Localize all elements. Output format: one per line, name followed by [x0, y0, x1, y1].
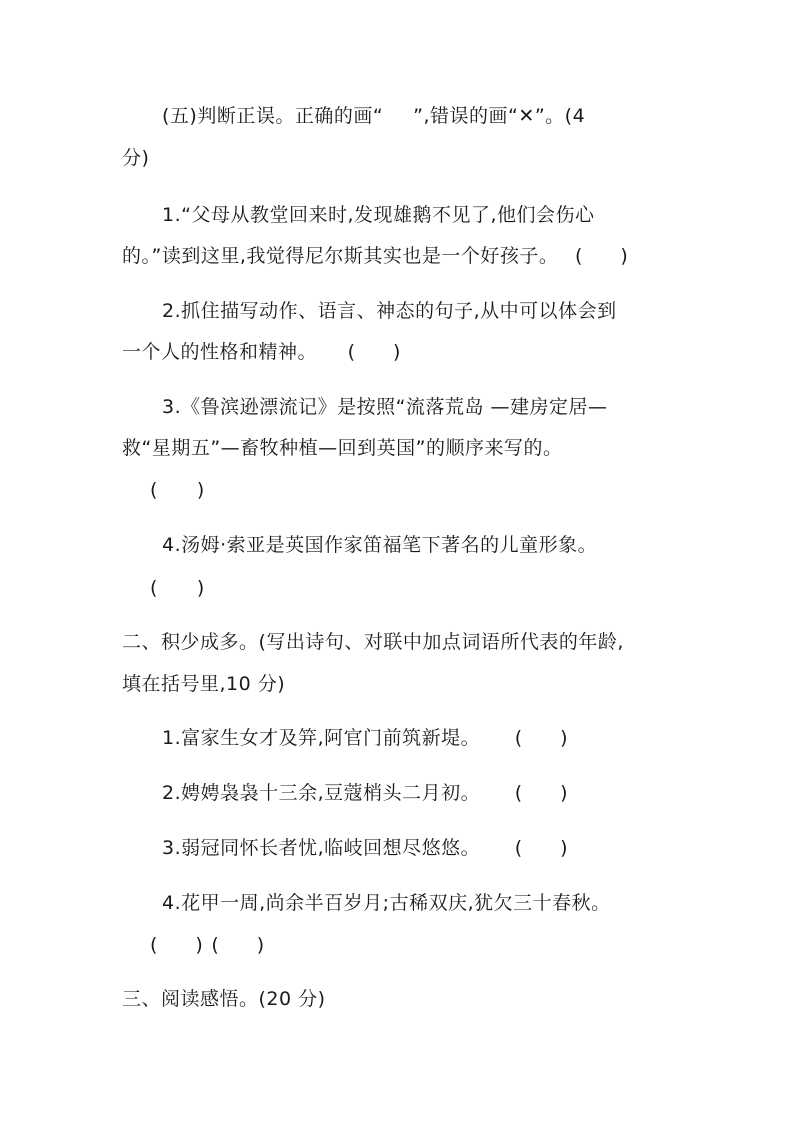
- age-item-2: [162, 781, 568, 805]
- age-item-4-answers: [150, 933, 264, 957]
- section2-heading-line1: 二、积少成多。(写出诗句、对联中加点词语所代表的年龄,: [122, 631, 624, 653]
- judge-item-1-text: 的。”读到这里,我觉得尼尔斯其实也是一个好孩子。: [122, 245, 559, 267]
- section5-heading-part-c: ”。(4: [534, 105, 586, 127]
- judge-item-1-line1: 1.“父母从教堂回来时,发现雄鹅不见了,他们会伤心: [162, 204, 595, 226]
- judge-item-2-line2: [122, 340, 400, 364]
- section3-heading: 三、阅读感悟。(20 分): [122, 988, 326, 1010]
- judge-item-3-line1: 3.《鲁滨逊漂流记》是按照“流落荒岛 —建房定居—: [162, 396, 608, 418]
- answer-paren[interactable]: ( ): [514, 837, 568, 859]
- answer-paren[interactable]: ( ): [150, 479, 205, 501]
- judge-item-2-text: 一个人的性格和精神。: [122, 341, 318, 363]
- answer-paren[interactable]: ( ): [150, 934, 203, 956]
- age-item-1: [162, 726, 568, 750]
- age-item-2-text: 2.娉娉袅袅十三余,豆蔻梢头二月初。: [162, 782, 481, 804]
- judge-item-2-line1: 2.抓住描写动作、语言、神态的句子,从中可以体会到: [162, 300, 617, 322]
- answer-paren[interactable]: ( ): [514, 727, 568, 749]
- answer-paren[interactable]: ( ): [347, 341, 401, 363]
- age-item-3-text: 3.弱冠同怀长者忧,临岐回想尽悠悠。: [162, 837, 481, 859]
- section5-heading-part-b: ”,错误的画“: [413, 105, 519, 127]
- section5-heading-score: 分): [122, 147, 150, 169]
- judge-item-3-line2: 救“星期五”—畜牧种植—回到英国”的顺序来写的。: [122, 437, 563, 459]
- section5-heading: [162, 104, 585, 128]
- age-item-4: 4.花甲一周,尚余半百岁月;古稀双庆,犹欠三十春秋。: [162, 892, 611, 914]
- age-item-3: [162, 836, 568, 860]
- age-item-1-text: 1.富家生女才及笄,阿官门前筑新堤。: [162, 727, 481, 749]
- section5-heading-part-a: (五)判断正误。正确的画“: [162, 105, 384, 127]
- answer-paren[interactable]: ( ): [211, 934, 265, 956]
- judge-item-1-line2: [122, 244, 628, 268]
- answer-paren[interactable]: ( ): [574, 245, 628, 267]
- section2-heading-line2: 填在括号里,10 分): [122, 673, 286, 695]
- answer-paren[interactable]: ( ): [514, 782, 568, 804]
- cross-mark-icon: ✕: [518, 105, 535, 127]
- judge-item-4-line1: 4.汤姆·索亚是英国作家笛福笔下著名的儿童形象。: [162, 534, 598, 556]
- answer-paren[interactable]: ( ): [150, 577, 205, 599]
